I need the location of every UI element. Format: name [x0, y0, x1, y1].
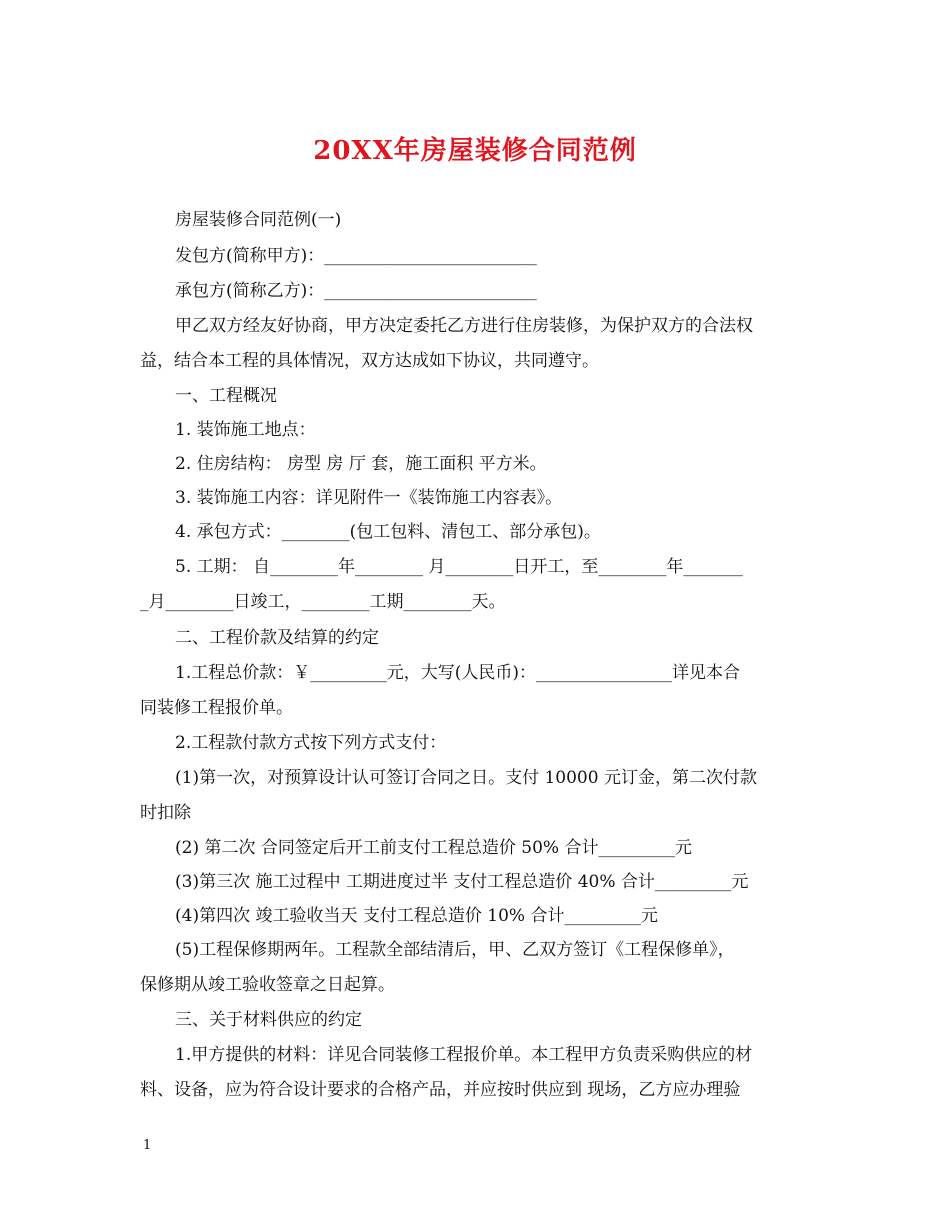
- paragraph-line: 2.工程款付款方式按下列方式支付：: [175, 733, 447, 753]
- paragraph-line: (4)第四次 竣工验收当天 支付工程总造价 10% 合计_________元: [175, 906, 658, 926]
- paragraph-line: 4. 承包方式：________(包工包料、清包工、部分承包)。: [175, 522, 601, 542]
- paragraph-line: 甲乙双方经友好协商，甲方决定委托乙方进行住房装修，为保护双方的合法权: [175, 316, 753, 336]
- paragraph-line: 2. 住房结构： 房型 房 厅 套，施工面积 平方米。: [175, 454, 547, 474]
- paragraph-line: 1.工程总价款：￥_________元，大写(人民币)：________________详见本合: [175, 663, 740, 683]
- section-heading: 一、工程概况: [175, 386, 277, 406]
- section-heading: 三、关于材料供应的约定: [175, 1010, 362, 1030]
- paragraph-line: _月________日竣工，________工期________天。: [140, 592, 506, 612]
- paragraph-line: (5)工程保修期两年。工程款全部结清后，甲、乙双方签订《工程保修单》，: [175, 940, 735, 960]
- paragraph-line: (3)第三次 施工过程中 工期进度过半 支付工程总造价 40% 合计_________元: [175, 872, 749, 892]
- paragraph-line: 同装修工程报价单。: [140, 698, 293, 718]
- document-title: 20XX年房屋装修合同范例: [313, 136, 637, 166]
- paragraph-line: 发包方(简称甲方)：_________________________: [175, 246, 537, 266]
- paragraph-line: 益，结合本工程的具体情况，双方达成如下协议，共同遵守。: [140, 351, 599, 371]
- paragraph-line: 1.甲方提供的材料：详见合同装修工程报价单。本工程甲方负责采购供应的材: [175, 1045, 753, 1065]
- paragraph-line: 时扣除: [140, 803, 191, 823]
- paragraph-line: 保修期从竣工验收签章之日起算。: [140, 975, 395, 995]
- section-heading: 二、工程价款及结算的约定: [175, 628, 379, 648]
- paragraph-line: 承包方(简称乙方)：_________________________: [175, 281, 537, 301]
- paragraph-line: 1. 装饰施工地点：: [175, 420, 316, 440]
- paragraph-line: (2) 第二次 合同签定后开工前支付工程总造价 50% 合计_________元: [175, 838, 692, 858]
- paragraph-line: 料、设备，应为符合设计要求的合格产品，并应按时供应到 现场，乙方应办理验: [140, 1080, 741, 1100]
- paragraph-line: 3. 装饰施工内容：详见附件一《装饰施工内容表》。: [175, 488, 563, 508]
- paragraph-line: 5. 工期： 自________年________ 月________日开工，至________年_______: [175, 557, 743, 577]
- paragraph-line: (1)第一次，对预算设计认可签订合同之日。支付 10000 元订金，第二次付款: [175, 768, 757, 788]
- paragraph-line: 房屋装修合同范例(一): [175, 210, 342, 230]
- page-number: 1: [143, 1138, 152, 1153]
